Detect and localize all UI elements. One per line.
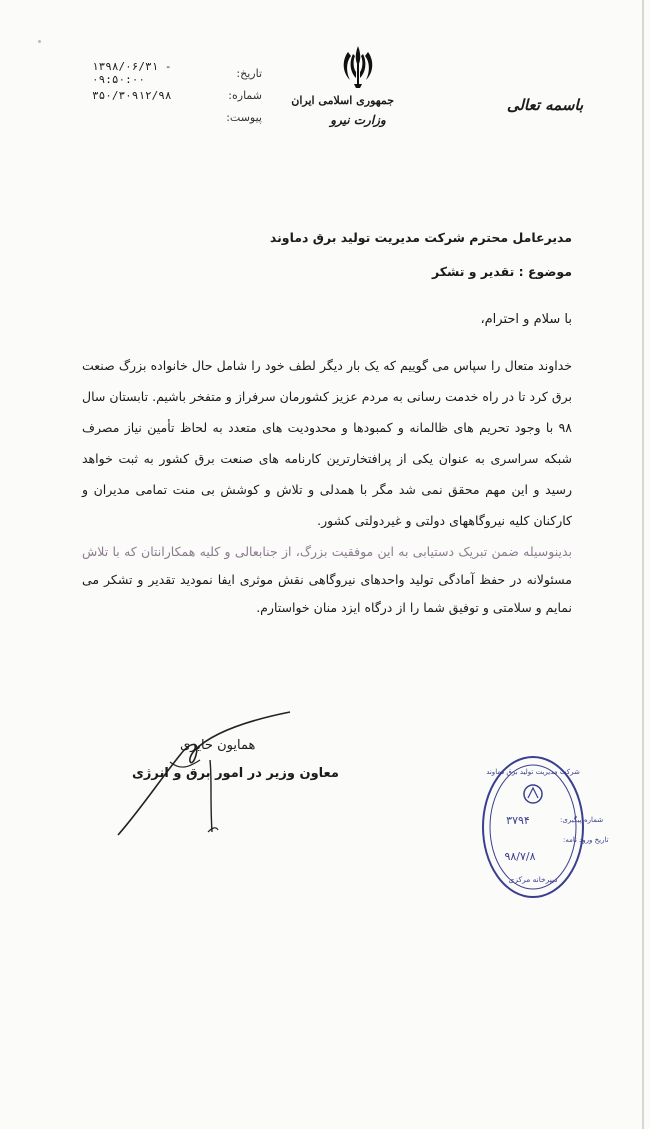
page-edge [642, 0, 644, 1129]
letter-meta [92, 62, 262, 128]
emblem-ministry: وزارت نیرو [330, 113, 386, 127]
meta-date-row [92, 62, 262, 84]
meta-number-row [92, 84, 262, 106]
date-value: ۱۳۹۸/۰۶/۳۱ - ۰۹:۵۰:۰۰ [92, 60, 172, 86]
number-value: ۳۵۰/۳۰۹۱۲/۹۸ [92, 88, 172, 102]
greeting: با سلام و احترام، [480, 312, 572, 327]
scan-speck [38, 40, 41, 43]
body-paragraph-2-lead: بدینوسیله ضمن تبریک دستیابی به این موفقیت بزرگ، از جنابعالی و کلیه همکارانتان که با تلاش [82, 544, 572, 559]
signer-title: معاون وزیر در امور برق و انرژی [132, 766, 339, 781]
attachment-label: پیوست: [226, 110, 262, 124]
receipt-stamp [478, 752, 609, 902]
stamp-date-value: ۹۸/۷/۸ [504, 850, 536, 863]
iran-emblem-icon [334, 42, 382, 90]
stamp-tracking-value: ۳۷۹۴ [506, 814, 530, 827]
bismillah: باسمه تعالی [506, 96, 584, 114]
stamp-org: شرکت مدیریت تولید برق دماوند [486, 768, 580, 776]
addressee: مدیرعامل محترم شرکت مدیریت تولید برق دماوند [269, 230, 572, 245]
number-label: شماره: [228, 88, 262, 102]
subject-line: موضوع : تقدیر و تشکر [431, 264, 572, 279]
stamp-footer: دبیرخانه مرکزی [508, 875, 558, 884]
stamp-date-label: تاریخ ورود نامه: [563, 836, 609, 844]
emblem-country: جمهوری اسلامی ایران [291, 94, 394, 107]
stamp-tracking-label: شماره پیگیری: [560, 816, 604, 824]
body-paragraph-2-rest: مسئولانه در حفظ آمادگی تولید واحدهای نیروگاهی نقش موثری ایفا نمودید تقدیر و تشکر می نمایم و سلامتی و توفیق شما را از درگاه ایزد منان خواستارم. [82, 572, 572, 615]
meta-attachment-row [92, 106, 262, 128]
date-label: تاریخ: [236, 66, 262, 80]
signer-name: همایون حایری [180, 738, 256, 753]
ministry-emblem [291, 42, 394, 127]
body-paragraph-1: خداوند متعال را سپاس می گوییم که یک بار دیگر لطف خود را شامل حال خانواده بزرگ صنعت برق کرد تا در راه خدمت رسانی به مردم عزیز کشورمان سرفراز و متفخر باشیم. تابستان سال ۹۸ با وجود تحریم های ظالمانه و کمبودها و محدودیت های متعدد به لحاظ تأمین نیاز مصرف شبکه سراسری به عنوان یکی از پرافتخارترین کارنامه های صنعت برق کشور به ثبت خواهد رسید و این مهم محقق نمی شد مگر با همدلی و تلاش و کوشش بی منت تمامی مدیران و کارکنان کلیه نیروگاههای دولتی و غیردولتی کشور. [82, 358, 572, 528]
body-paragraph-2 [82, 538, 572, 622]
